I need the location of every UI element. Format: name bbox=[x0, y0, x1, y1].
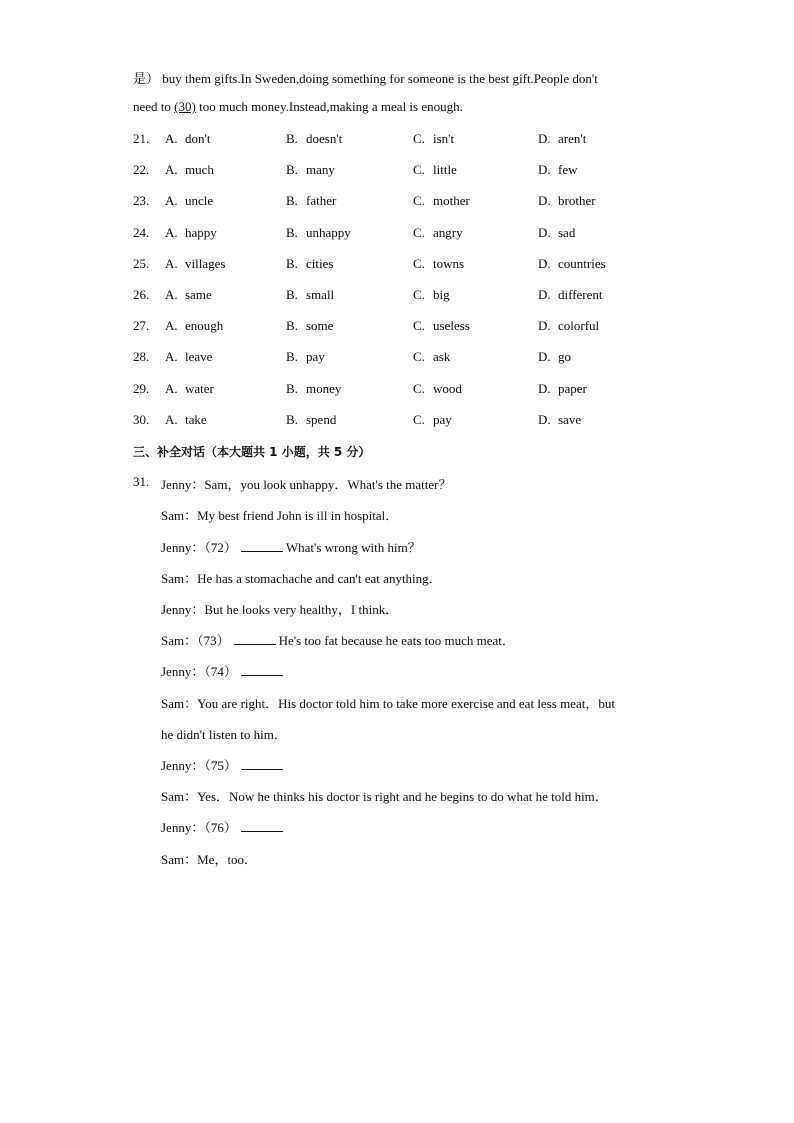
passage-line-1 bbox=[133, 68, 693, 87]
option-letter: A. bbox=[165, 162, 178, 177]
option-c bbox=[413, 381, 462, 397]
option-text: few bbox=[558, 162, 578, 177]
option-text: wood bbox=[433, 381, 462, 396]
option-letter: C. bbox=[413, 131, 425, 146]
question-row bbox=[133, 131, 673, 151]
question-number: 29. bbox=[133, 381, 150, 396]
option-text: much bbox=[185, 162, 214, 177]
option-letter: D. bbox=[538, 349, 551, 364]
option-text: same bbox=[185, 287, 212, 302]
option-a bbox=[165, 193, 213, 209]
option-letter: D. bbox=[538, 412, 551, 427]
question-row bbox=[133, 349, 673, 369]
dialogue-speaker: Jenny：（72） bbox=[161, 540, 237, 555]
question-number: 22. bbox=[133, 162, 150, 177]
option-letter: C. bbox=[413, 381, 425, 396]
option-letter: D. bbox=[538, 193, 551, 208]
dialogue-text: Sam：You are right．His doctor told him to take more exercise and eat less meat，but bbox=[161, 696, 615, 711]
question-row bbox=[133, 412, 673, 432]
option-letter: C. bbox=[413, 225, 425, 240]
dialogue-line bbox=[161, 849, 257, 868]
option-text: little bbox=[433, 162, 457, 177]
option-letter: B. bbox=[286, 349, 298, 364]
option-d bbox=[538, 256, 606, 272]
option-d bbox=[538, 162, 578, 178]
option-text: mother bbox=[433, 193, 470, 208]
option-c bbox=[413, 162, 457, 178]
option-letter: D. bbox=[538, 287, 551, 302]
blank-number: (30) bbox=[174, 99, 196, 114]
option-d bbox=[538, 318, 599, 334]
option-letter: B. bbox=[286, 318, 298, 333]
answer-blank[interactable] bbox=[234, 632, 276, 645]
passage-text: too much money.Instead,making a meal is enough. bbox=[195, 99, 463, 114]
option-text: angry bbox=[433, 225, 463, 240]
option-letter: A. bbox=[165, 256, 178, 271]
option-c bbox=[413, 287, 450, 303]
option-c bbox=[413, 412, 452, 428]
dialogue-line bbox=[161, 505, 398, 524]
option-letter: B. bbox=[286, 225, 298, 240]
question-number: 30. bbox=[133, 412, 150, 427]
option-letter: A. bbox=[165, 412, 178, 427]
option-d bbox=[538, 412, 581, 428]
option-b bbox=[286, 412, 336, 428]
option-d bbox=[538, 193, 596, 209]
option-letter: C. bbox=[413, 318, 425, 333]
option-letter: B. bbox=[286, 193, 298, 208]
option-b bbox=[286, 225, 351, 241]
option-c bbox=[413, 349, 450, 365]
option-b bbox=[286, 131, 342, 147]
dialogue-line bbox=[161, 537, 421, 556]
passage-text: need to bbox=[133, 99, 175, 114]
question-row bbox=[133, 381, 673, 401]
dialogue-line bbox=[161, 661, 286, 680]
option-text: different bbox=[558, 287, 603, 302]
dialogue-line bbox=[161, 755, 286, 774]
option-b bbox=[286, 256, 333, 272]
option-text: uncle bbox=[185, 193, 214, 208]
option-a bbox=[165, 287, 212, 303]
option-text: useless bbox=[433, 318, 470, 333]
option-d bbox=[538, 131, 586, 147]
dialogue-line bbox=[161, 724, 287, 743]
option-text: doesn't bbox=[306, 131, 343, 146]
dialogue-speaker: Jenny：（74） bbox=[161, 664, 237, 679]
option-text: paper bbox=[558, 381, 587, 396]
option-text: aren't bbox=[558, 131, 587, 146]
option-letter: D. bbox=[538, 131, 551, 146]
option-letter: A. bbox=[165, 131, 178, 146]
option-letter: D. bbox=[538, 162, 551, 177]
option-letter: A. bbox=[165, 318, 178, 333]
option-text: enough bbox=[185, 318, 224, 333]
question-number: 28. bbox=[133, 349, 150, 364]
option-text: pay bbox=[433, 412, 452, 427]
option-b bbox=[286, 162, 335, 178]
option-b bbox=[286, 318, 333, 334]
option-text: water bbox=[185, 381, 214, 396]
option-d bbox=[538, 381, 587, 397]
option-d bbox=[538, 349, 571, 365]
dialogue-text: Sam：Yes．Now he thinks his doctor is right and he begins to do what he told him． bbox=[161, 789, 608, 804]
option-text: happy bbox=[185, 225, 217, 240]
passage-text: buy them gifts.In Sweden,doing something for someone is the best gift.People don't bbox=[159, 71, 598, 86]
option-letter: A. bbox=[165, 287, 178, 302]
option-letter: C. bbox=[413, 162, 425, 177]
option-c bbox=[413, 193, 470, 209]
option-letter: D. bbox=[538, 256, 551, 271]
passage-text: 是） bbox=[133, 71, 160, 86]
option-text: many bbox=[306, 162, 335, 177]
option-a bbox=[165, 131, 210, 147]
dialogue-line bbox=[161, 817, 286, 836]
option-letter: B. bbox=[286, 256, 298, 271]
option-text: isn't bbox=[433, 131, 455, 146]
option-c bbox=[413, 318, 470, 334]
option-b bbox=[286, 381, 341, 397]
option-letter: D. bbox=[538, 225, 551, 240]
option-letter: D. bbox=[538, 318, 551, 333]
option-text: ask bbox=[433, 349, 451, 364]
option-a bbox=[165, 412, 207, 428]
option-c bbox=[413, 131, 454, 147]
option-text: big bbox=[433, 287, 450, 302]
option-b bbox=[286, 287, 334, 303]
option-text: countries bbox=[558, 256, 606, 271]
dialogue-line bbox=[161, 474, 451, 493]
option-text: money bbox=[306, 381, 342, 396]
dialogue-line bbox=[161, 786, 608, 805]
question-number: 31. bbox=[133, 474, 150, 489]
dialogue-line bbox=[161, 693, 615, 712]
option-text: small bbox=[306, 287, 335, 302]
question-number: 23. bbox=[133, 193, 150, 208]
answer-blank[interactable] bbox=[241, 539, 283, 552]
passage-line-2 bbox=[133, 99, 693, 115]
question-number: 27. bbox=[133, 318, 150, 333]
option-b bbox=[286, 349, 325, 365]
option-c bbox=[413, 256, 464, 272]
dialogue-text: He's too fat because he eats too much meat． bbox=[278, 633, 515, 648]
question-row bbox=[133, 193, 673, 213]
dialogue-line bbox=[161, 599, 398, 618]
option-letter: C. bbox=[413, 256, 425, 271]
option-letter: A. bbox=[165, 225, 178, 240]
option-text: father bbox=[306, 193, 337, 208]
dialogue-speaker: Jenny：（76） bbox=[161, 820, 237, 835]
option-letter: D. bbox=[538, 381, 551, 396]
option-a bbox=[165, 162, 214, 178]
question-number: 24. bbox=[133, 225, 150, 240]
option-letter: A. bbox=[165, 349, 178, 364]
option-text: don't bbox=[185, 131, 211, 146]
option-text: brother bbox=[558, 193, 596, 208]
question-row bbox=[133, 162, 673, 182]
dialogue-speaker: Jenny：（75） bbox=[161, 758, 237, 773]
dialogue-text: What's wrong with him？ bbox=[285, 540, 421, 555]
option-text: pay bbox=[306, 349, 325, 364]
option-a bbox=[165, 349, 212, 365]
dialogue-text: Sam：Me，too． bbox=[161, 852, 258, 867]
dialogue-text: Jenny：But he looks very healthy，I think． bbox=[161, 602, 399, 617]
dialogue-text: Jenny：Sam，you look unhappy．What's the matter？ bbox=[161, 477, 452, 492]
option-a bbox=[165, 318, 223, 334]
dialogue-speaker: Sam：（73） bbox=[161, 633, 230, 648]
question-number: 21. bbox=[133, 131, 150, 146]
option-text: take bbox=[185, 412, 207, 427]
option-a bbox=[165, 225, 217, 241]
dialogue-text: Sam：My best friend John is ill in hospital． bbox=[161, 508, 399, 523]
option-c bbox=[413, 225, 463, 241]
dialogue-line bbox=[161, 568, 442, 587]
option-text: unhappy bbox=[306, 225, 351, 240]
question-row bbox=[133, 256, 673, 276]
option-letter: B. bbox=[286, 162, 298, 177]
option-text: sad bbox=[558, 225, 576, 240]
option-letter: C. bbox=[413, 412, 425, 427]
option-text: save bbox=[558, 412, 582, 427]
option-letter: A. bbox=[165, 193, 178, 208]
option-letter: B. bbox=[286, 287, 298, 302]
question-row bbox=[133, 318, 673, 338]
option-letter: A. bbox=[165, 381, 178, 396]
option-a bbox=[165, 381, 214, 397]
option-d bbox=[538, 287, 603, 303]
dialogue-line bbox=[161, 630, 515, 649]
dialogue-text: he didn't listen to him． bbox=[161, 727, 287, 742]
option-text: leave bbox=[185, 349, 213, 364]
option-text: spend bbox=[306, 412, 337, 427]
option-b bbox=[286, 193, 336, 209]
question-number: 25. bbox=[133, 256, 150, 271]
option-letter: B. bbox=[286, 381, 298, 396]
question-row bbox=[133, 287, 673, 307]
option-text: villages bbox=[185, 256, 226, 271]
answer-blank[interactable] bbox=[241, 819, 283, 832]
option-text: some bbox=[306, 318, 334, 333]
option-text: go bbox=[558, 349, 571, 364]
option-d bbox=[538, 225, 575, 241]
section-title: 三、补全对话（本大题共 1 小题，共 5 分） bbox=[133, 445, 371, 459]
answer-blank[interactable] bbox=[241, 663, 283, 676]
dialogue-text: Sam：He has a stomachache and can't eat anything． bbox=[161, 571, 442, 586]
option-text: cities bbox=[306, 256, 334, 271]
option-letter: C. bbox=[413, 349, 425, 364]
option-text: towns bbox=[433, 256, 465, 271]
option-text: colorful bbox=[558, 318, 600, 333]
option-letter: C. bbox=[413, 287, 425, 302]
option-letter: B. bbox=[286, 131, 298, 146]
option-a bbox=[165, 256, 225, 272]
answer-blank[interactable] bbox=[241, 757, 283, 770]
question-row bbox=[133, 225, 673, 245]
question-number: 26. bbox=[133, 287, 150, 302]
option-letter: B. bbox=[286, 412, 298, 427]
option-letter: C. bbox=[413, 193, 425, 208]
